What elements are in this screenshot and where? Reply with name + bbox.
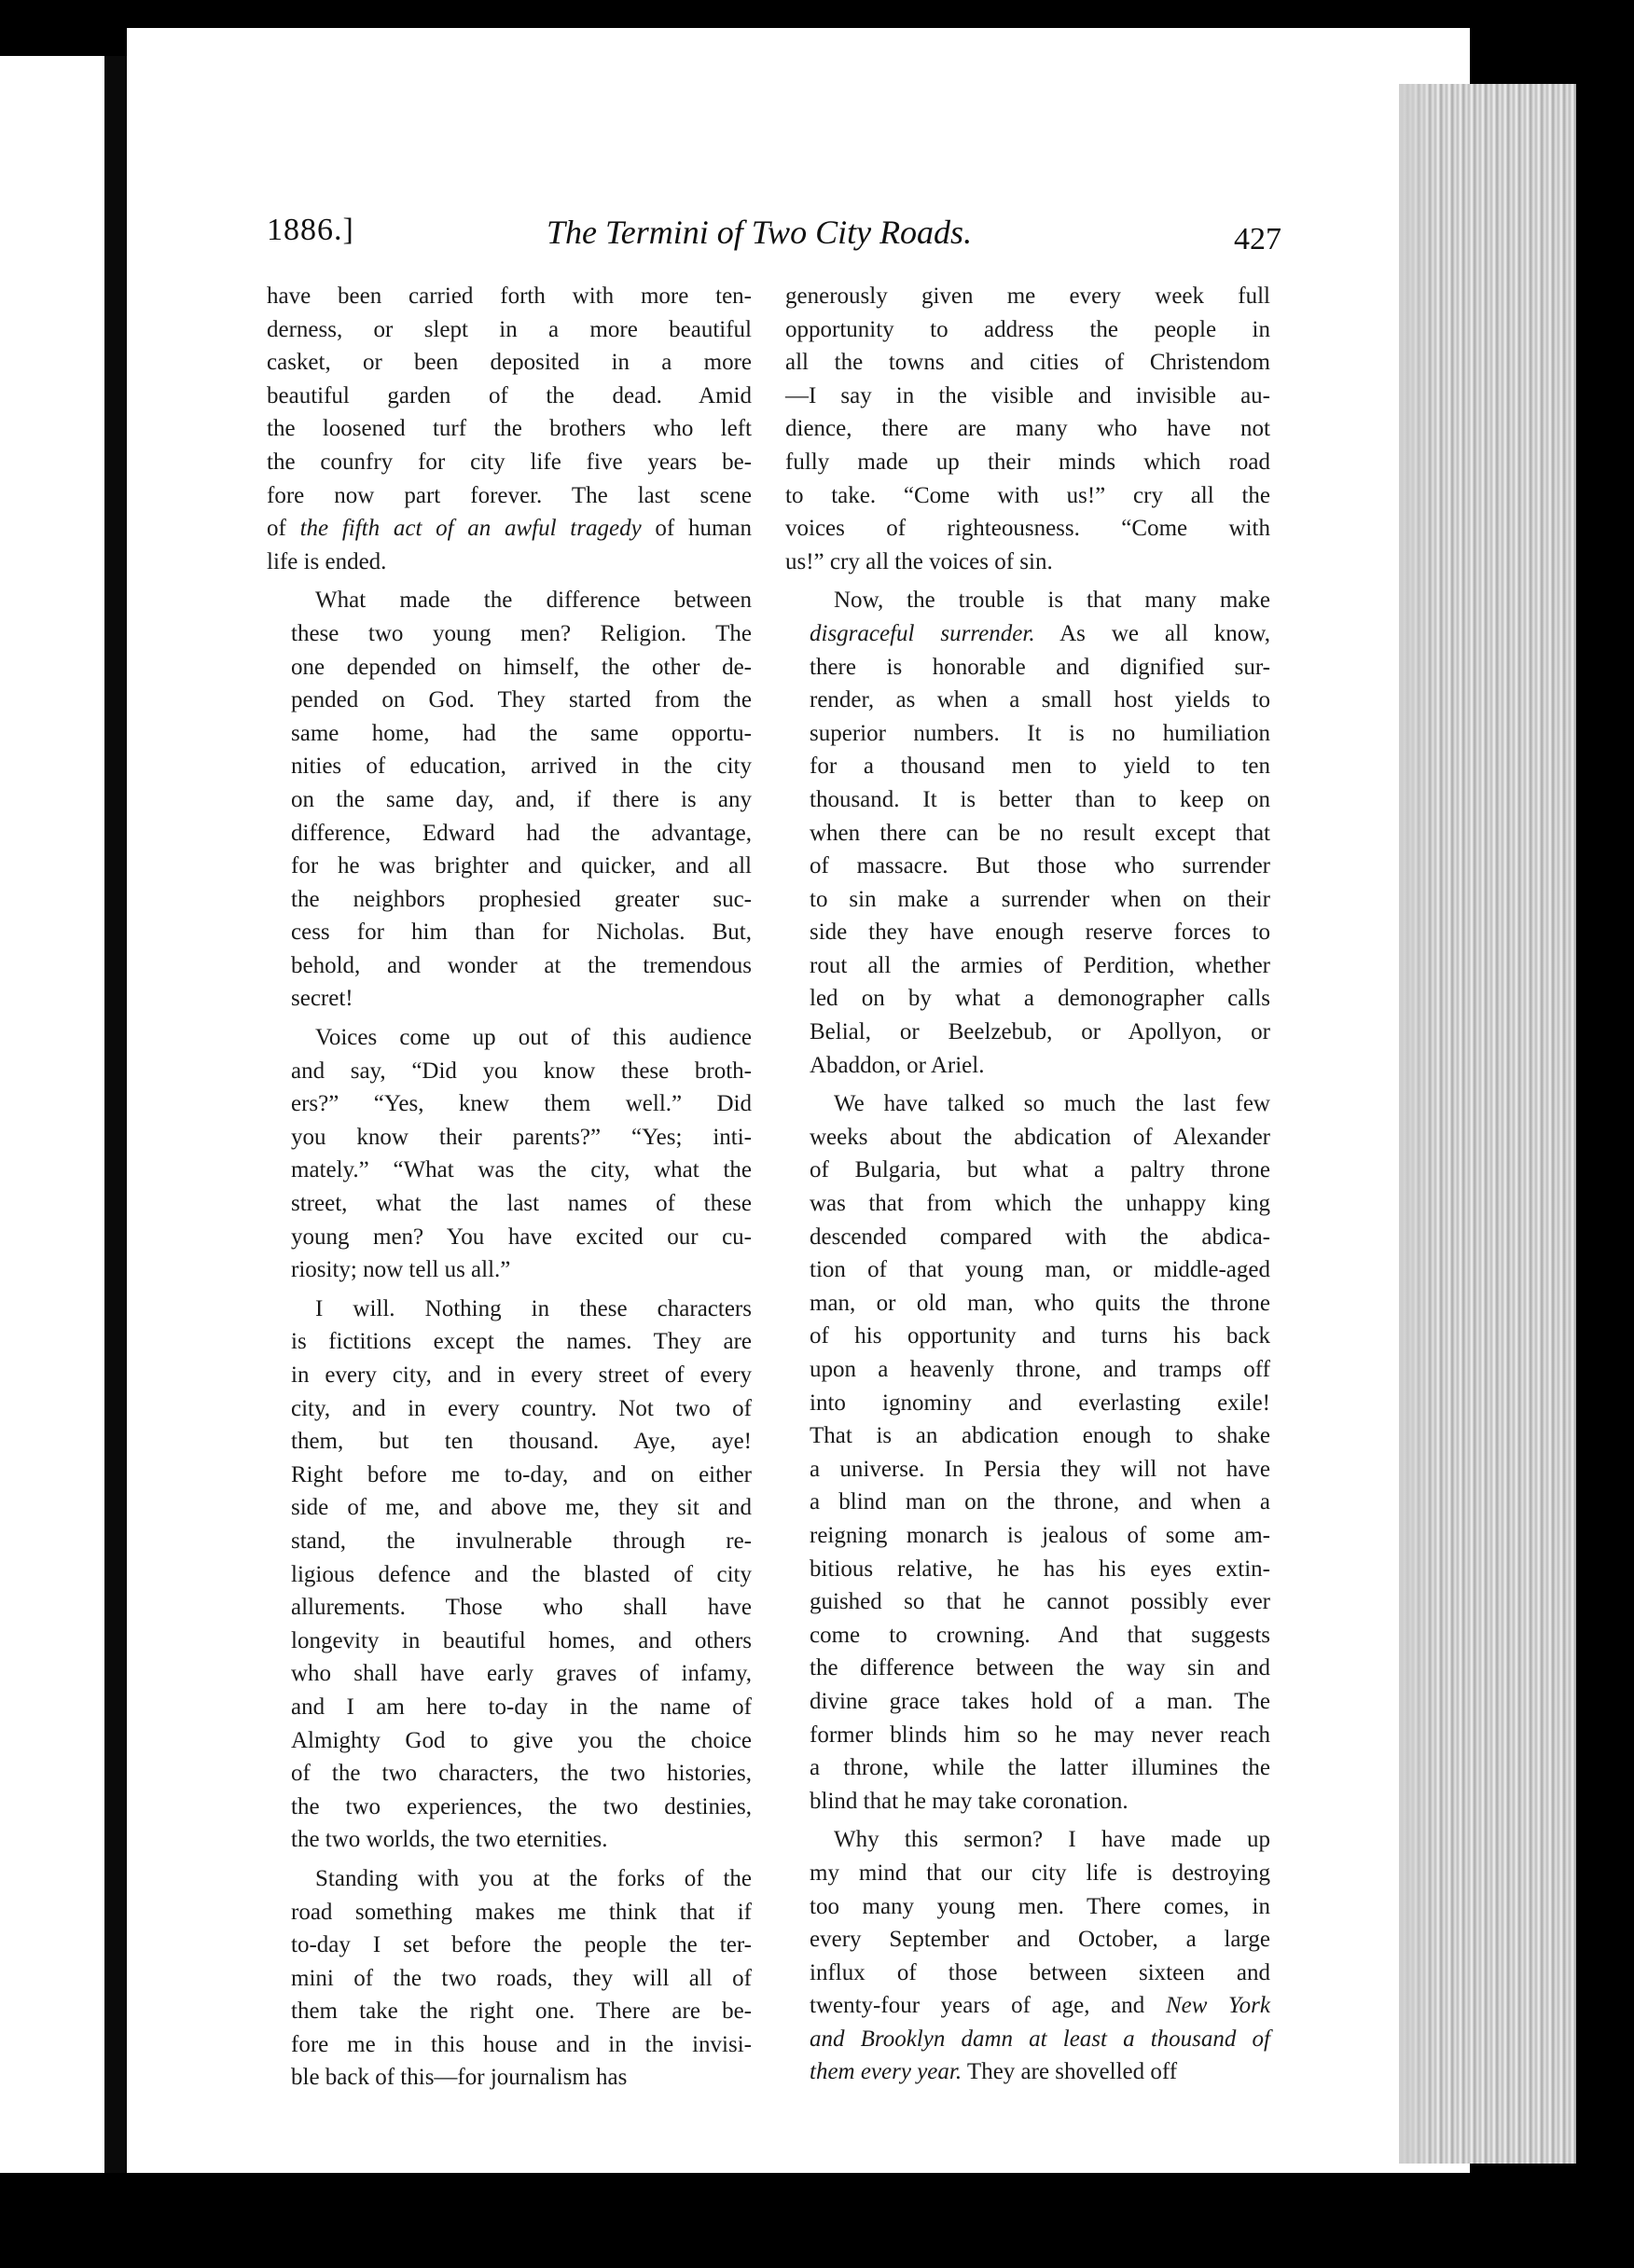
paragraph bbox=[785, 1823, 1270, 2089]
text-line: former blinds him so he may never reach bbox=[810, 1722, 1270, 1748]
text-line: the two experiences, the two destinies, bbox=[291, 1793, 752, 1819]
text-line: Almighty God to give you the choice bbox=[291, 1727, 752, 1753]
text-line: —I say in the visible and invisible au- bbox=[785, 382, 1270, 408]
text-line: one depended on himself, the other de- bbox=[291, 654, 752, 680]
text-line: there is honorable and dignified sur- bbox=[810, 654, 1270, 680]
right-text-column bbox=[785, 280, 1270, 2089]
text-line: stand, the invulnerable through re- bbox=[291, 1528, 752, 1554]
text-line: bitious relative, he has his eyes extin- bbox=[810, 1556, 1270, 1582]
text-line: longevity in beautiful homes, and others bbox=[291, 1627, 752, 1653]
text-line: fully made up their minds which road bbox=[785, 449, 1270, 475]
text-line: Voices come up out of this audience bbox=[315, 1025, 752, 1051]
text-line: Why this sermon? I have made up bbox=[834, 1827, 1270, 1853]
text-line: every September and October, a large bbox=[810, 1927, 1270, 1953]
text-line: them every year. They are shovelled off bbox=[810, 2059, 1178, 2085]
left-text-column bbox=[267, 280, 752, 2095]
text-line: divine grace takes hold of a man. The bbox=[810, 1688, 1270, 1714]
text-line: reigning monarch is jealous of some am- bbox=[810, 1522, 1270, 1548]
text-line: of the fifth act of an awful tragedy of human bbox=[267, 516, 753, 542]
text-line: weeks about the abdication of Alexander bbox=[810, 1124, 1270, 1150]
text-line: Abaddon, or Ariel. bbox=[810, 1052, 985, 1078]
running-header bbox=[267, 213, 1281, 269]
text-line: you know their parents?” “Yes; inti- bbox=[291, 1124, 752, 1150]
text-line: casket, or been deposited in a more bbox=[267, 350, 752, 376]
text-line: nities of education, arrived in the city bbox=[291, 754, 752, 780]
text-line: is fictitions except the names. They are bbox=[291, 1329, 752, 1355]
header-year: 1886.] bbox=[267, 213, 354, 247]
text-line: of his opportunity and turns his back bbox=[810, 1323, 1270, 1349]
text-line: allurements. Those who shall have bbox=[291, 1595, 752, 1621]
text-line: who shall have early graves of infamy, bbox=[291, 1661, 752, 1687]
text-line: in every city, and in every street of every bbox=[291, 1362, 752, 1388]
text-line: Standing with you at the forks of the bbox=[315, 1865, 752, 1891]
text-line: voices of righteousness. “Come with bbox=[785, 516, 1270, 542]
header-title: The Termini of Two City Roads. bbox=[547, 214, 973, 251]
text-line: the loosened turf the brothers who left bbox=[267, 416, 752, 442]
text-line: We have talked so much the last few bbox=[834, 1091, 1270, 1117]
text-line: and I am here to-day in the name of bbox=[291, 1694, 752, 1720]
text-line: into ignominy and everlasting exile! bbox=[810, 1390, 1270, 1416]
text-line: and Brooklyn damn at least a thousand of bbox=[810, 2026, 1270, 2052]
paragraph bbox=[267, 584, 752, 1016]
text-line: behold, and wonder at the tremendous bbox=[291, 952, 752, 978]
text-line: to-day I set before the people the ter- bbox=[291, 1932, 752, 1958]
text-line: side they have enough reserve forces to bbox=[810, 920, 1270, 946]
text-line: of massacre. But those who surrender bbox=[810, 853, 1270, 879]
text-line: upon a heavenly throne, and tramps off bbox=[810, 1357, 1270, 1382]
text-line: when there can be no result except that bbox=[810, 820, 1270, 846]
text-line: a universe. In Persia they will not have bbox=[810, 1456, 1270, 1482]
facing-page-edge bbox=[0, 56, 104, 2173]
text-line: rout all the armies of Perdition, whether bbox=[810, 952, 1270, 978]
paragraph bbox=[785, 280, 1270, 578]
text-line: come to crowning. And that suggests bbox=[810, 1622, 1270, 1648]
text-line: my mind that our city life is destroying bbox=[810, 1860, 1270, 1886]
text-line: them take the right one. There are be- bbox=[291, 1998, 752, 2025]
paragraph bbox=[785, 584, 1270, 1082]
text-line: derness, or slept in a more beautiful bbox=[267, 316, 752, 342]
text-line: guished so that he cannot possibly ever bbox=[810, 1589, 1270, 1615]
text-line: street, what the last names of these bbox=[291, 1191, 752, 1217]
text-line: the neighbors prophesied greater suc- bbox=[291, 886, 752, 912]
text-line: generously given me every week full bbox=[785, 284, 1270, 309]
text-line: secret! bbox=[291, 986, 353, 1012]
text-line: descended compared with the abdica- bbox=[810, 1224, 1270, 1250]
text-line: fore now part forever. The last scene bbox=[267, 482, 752, 508]
text-line: superior numbers. It is no humiliation bbox=[810, 720, 1270, 746]
text-line: influx of those between sixteen and bbox=[810, 1959, 1270, 1985]
text-line: opportunity to address the people in bbox=[785, 316, 1270, 342]
text-line: Belial, or Beelzebub, or Apollyon, or bbox=[810, 1019, 1270, 1045]
paragraph bbox=[267, 1293, 752, 1857]
text-line: and say, “Did you know these broth- bbox=[291, 1058, 752, 1084]
text-line: have been carried forth with more ten- bbox=[267, 284, 752, 309]
text-line: life is ended. bbox=[267, 548, 387, 574]
text-line: of Bulgaria, but what a paltry throne bbox=[810, 1157, 1270, 1183]
text-line: mately.” “What was the city, what the bbox=[291, 1157, 752, 1183]
text-line: thousand. It is better than to keep on bbox=[810, 786, 1270, 812]
text-line: riosity; now tell us all.” bbox=[291, 1257, 511, 1283]
paragraph bbox=[267, 280, 752, 578]
paragraph bbox=[785, 1087, 1270, 1818]
text-line: side of me, and above me, they sit and bbox=[291, 1495, 752, 1521]
text-line: a blind man on the throne, and when a bbox=[810, 1489, 1270, 1515]
text-line: mini of the two roads, they will all of bbox=[291, 1965, 752, 1991]
text-line: Right before me to-day, and on either bbox=[291, 1461, 752, 1487]
text-line: tion of that young man, or middle-aged bbox=[810, 1257, 1270, 1283]
text-line: on the same day, and, if there is any bbox=[291, 786, 752, 812]
text-line: the difference between the way sin and bbox=[810, 1655, 1270, 1681]
text-line: for a thousand men to yield to ten bbox=[810, 754, 1270, 780]
text-line: disgraceful surrender. As we all know, bbox=[810, 620, 1270, 646]
text-line: a throne, while the latter illumines the bbox=[810, 1755, 1270, 1781]
text-line: to sin make a surrender when on their bbox=[810, 886, 1270, 912]
text-line: dience, there are many who have not bbox=[785, 416, 1270, 442]
text-line: the counfry for city life five years be- bbox=[267, 449, 752, 475]
text-line: all the towns and cities of Christendom bbox=[785, 350, 1270, 376]
text-line: beautiful garden of the dead. Amid bbox=[267, 382, 752, 408]
text-line: for he was brighter and quicker, and all bbox=[291, 853, 752, 879]
text-line: I will. Nothing in these characters bbox=[315, 1295, 752, 1321]
text-line: led on by what a demonographer calls bbox=[810, 986, 1270, 1012]
page-stack-shadow bbox=[1399, 84, 1436, 2164]
text-line: twenty-four years of age, and New York bbox=[810, 1993, 1270, 2019]
paragraph bbox=[267, 1862, 752, 2095]
text-line: ble back of this—for journalism has bbox=[291, 2065, 628, 2091]
text-line: fore me in this house and in the invisi- bbox=[291, 2031, 752, 2057]
text-line: us!” cry all the voices of sin. bbox=[785, 548, 1053, 574]
text-line: render, as when a small host yields to bbox=[810, 687, 1270, 713]
text-line: difference, Edward had the advantage, bbox=[291, 820, 752, 846]
text-line: road something makes me think that if bbox=[291, 1899, 752, 1925]
paragraph bbox=[267, 1021, 752, 1287]
text-line: ligious defence and the blasted of city bbox=[291, 1561, 752, 1587]
text-line: man, or old man, who quits the throne bbox=[810, 1290, 1270, 1316]
text-line: was that from which the unhappy king bbox=[810, 1191, 1270, 1217]
text-line: That is an abdication enough to shake bbox=[810, 1423, 1270, 1449]
text-line: cess for him than for Nicholas. But, bbox=[291, 920, 752, 946]
text-line: ers?” “Yes, knew them well.” Did bbox=[291, 1091, 752, 1117]
book-gutter bbox=[104, 56, 127, 2173]
text-line: them, but ten thousand. Aye, aye! bbox=[291, 1429, 752, 1455]
text-line: Now, the trouble is that many make bbox=[834, 588, 1270, 614]
text-line: the two worlds, the two eternities. bbox=[291, 1827, 608, 1853]
text-line: of the two characters, the two histories, bbox=[291, 1761, 752, 1787]
text-line: blind that he may take coronation. bbox=[810, 1788, 1129, 1814]
text-line: same home, had the same opportu- bbox=[291, 720, 752, 746]
page-number: 427 bbox=[1234, 222, 1281, 256]
text-line: young men? You have excited our cu- bbox=[291, 1224, 752, 1250]
text-line: too many young men. There comes, in bbox=[810, 1893, 1270, 1919]
text-line: city, and in every country. Not two of bbox=[291, 1395, 752, 1421]
text-line: to take. “Come with us!” cry all the bbox=[785, 482, 1270, 508]
text-line: What made the difference between bbox=[315, 588, 752, 614]
text-line: pended on God. They started from the bbox=[291, 687, 752, 713]
text-line: these two young men? Religion. The bbox=[291, 620, 752, 646]
